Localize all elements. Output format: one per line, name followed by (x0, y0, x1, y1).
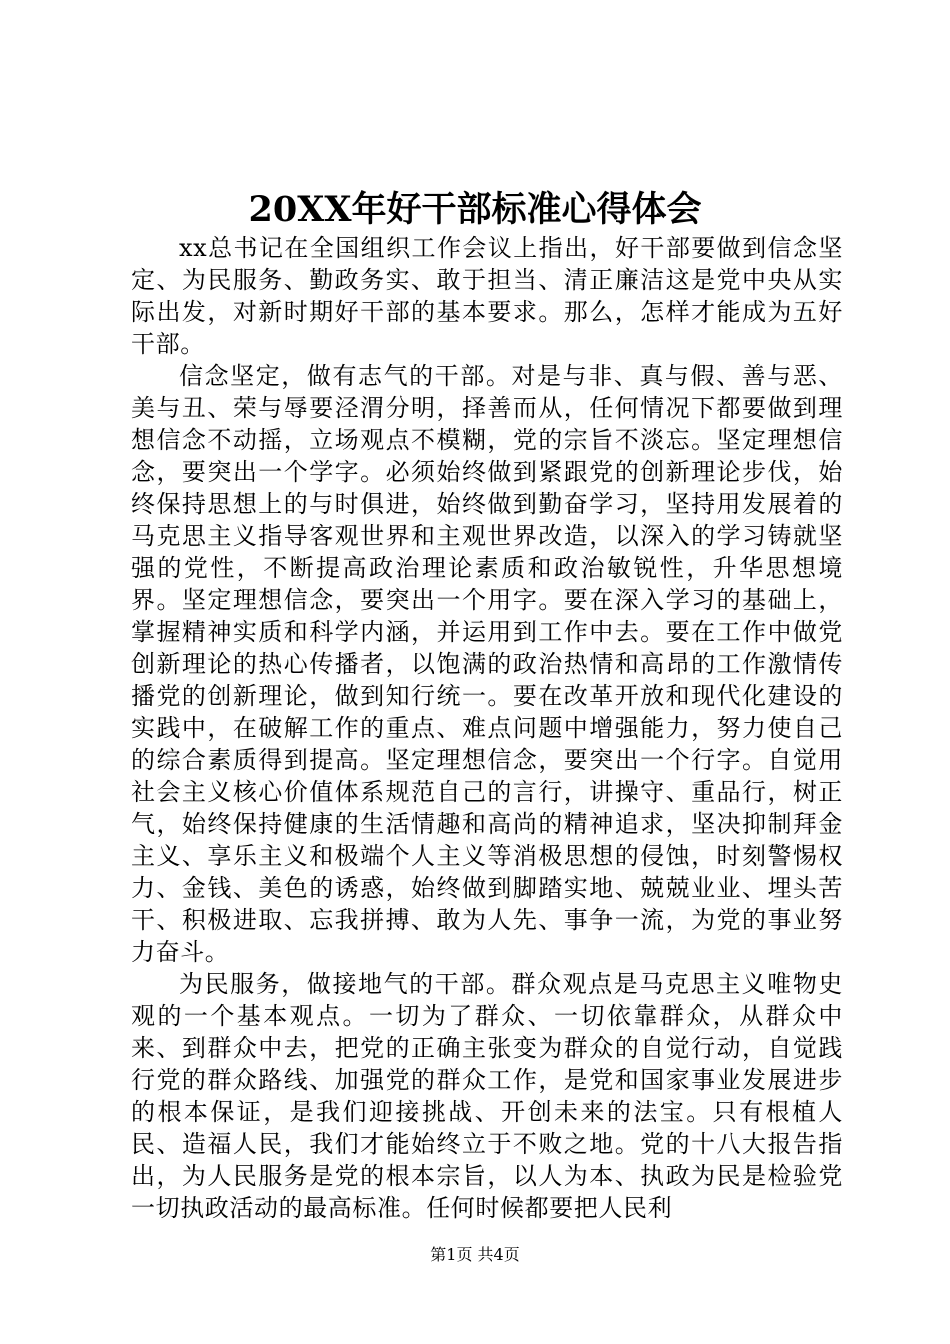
paragraph-service: 为民服务，做接地气的干部。群众观点是马克思主义唯物史观的一个基本观点。一切为了群众、一切依靠群众，从群众中来、到群众中去，把党的正确主张变为群众的自觉行动，自觉践行党的群众路线、加强党的群众工作，是党和国家事业发展进步的根本保证，是我们迎接挑战、开创未来的法宝。只有根植人民、造福人民，我们才能始终立于不败之地。党的十八大报告指出，为人民服务是党的根本宗旨，以人为本、执政为民是检验党一切执政活动的最高标准。任何时候都要把人民利 (131, 970, 843, 1222)
page-number: 第1页 (430, 1245, 473, 1264)
paragraph-intro: xx总书记在全国组织工作会议上指出，好干部要做到信念坚定、为民服务、勤政务实、敢于担当、清正廉洁这是党中央从实际出发，对新时期好干部的基本要求。那么，怎样才能成为五好干部。 (131, 234, 843, 358)
page-footer (0, 1244, 950, 1266)
document-body (131, 232, 843, 1224)
paragraph-faith: 信念坚定，做有志气的干部。对是与非、真与假、善与恶、美与丑、荣与辱要泾渭分明，择善而从，任何情况下都要做到理想信念不动摇，立场观点不模糊，党的宗旨不淡忘。坚定理想信念，要突出一个学字。必须始终做到紧跟党的创新理论步伐，始终保持思想上的与时俱进，始终做到勤奋学习，坚持用发展着的马克思主义指导客观世界和主观世界改造，以深入的学习铸就坚强的党性，不断提高政治理论素质和政治敏锐性，升华思想境界。坚定理想信念，要突出一个用字。要在深入学习的基础上，掌握精神实质和科学内涵，并运用到工作中去。要在工作中做党创新理论的热心传播者，以饱满的政治热情和高昂的工作激情传播党的创新理论，做到知行统一。要在改革开放和现代化建设的实践中，在破解工作的重点、难点问题中增强能力，努力使自己的综合素质得到提高。坚定理想信念，要突出一个行字。自觉用社会主义核心价值体系规范自己的言行，讲操守、重品行，树正气，始终保持健康的生活情趣和高尚的精神追求，坚决抑制拜金主义、享乐主义和极端个人主义等消极思想的侵蚀，时刻警惕权力、金钱、美色的诱惑，始终做到脚踏实地、兢兢业业、埋头苦干、积极进取、忘我拼搏、敢为人先、事争一流，为党的事业努力奋斗。 (131, 362, 843, 966)
document-title: 20XX年好干部标准心得体会 (248, 189, 702, 230)
page-total: 共4页 (477, 1245, 520, 1264)
